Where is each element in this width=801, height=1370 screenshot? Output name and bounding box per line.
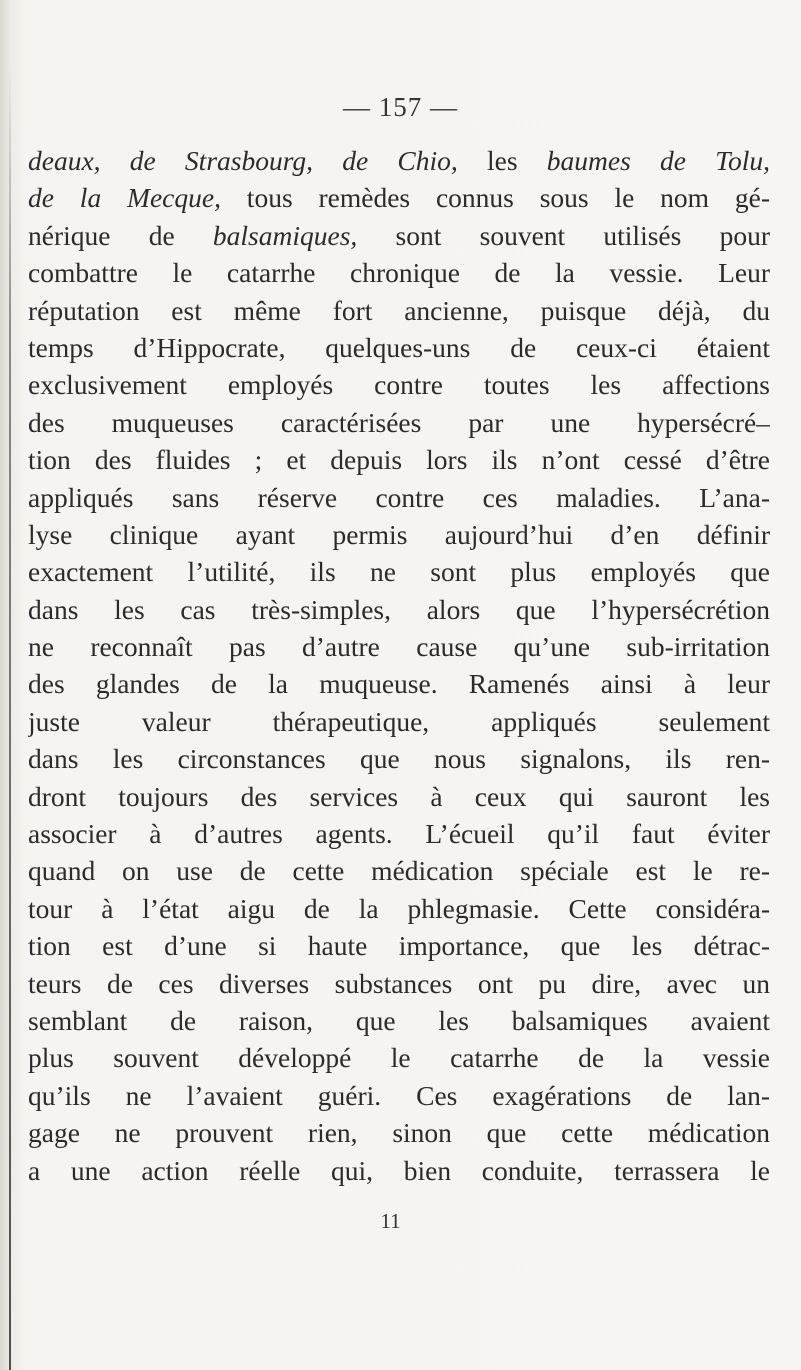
text-segment: tour à l’état aigu de la phlegmasie. Cette considéra-: [28, 892, 770, 924]
signature-mark-text: 11: [380, 1209, 401, 1233]
text-line: [28, 815, 770, 852]
italic-text: de la Mecque,: [28, 182, 221, 214]
binding-gutter: [9, 70, 11, 1370]
text-line: [28, 965, 770, 1002]
text-segment: appliqués sans réserve contre ces maladies. L’ana-: [28, 481, 770, 513]
text-segment: dans les cas très-simples, alors que l’hypersécrétion: [28, 593, 770, 625]
text-line: [28, 778, 770, 815]
text-line: [28, 665, 770, 702]
text-line: [28, 1114, 770, 1151]
text-line: [28, 366, 770, 403]
text-segment: exclusivement employés contre toutes les affections: [28, 369, 770, 401]
text-segment: dans les circonstances que nous signalons, ils ren-: [28, 743, 770, 775]
text-segment: quand on use de cette médication spéciale est le re-: [28, 855, 770, 887]
text-line: [28, 927, 770, 964]
text-line: [28, 591, 770, 628]
text-segment: gage ne prouvent rien, sinon que cette médication: [28, 1117, 770, 1149]
text-segment: dront toujours des services à ceux qui sauront les: [28, 780, 770, 812]
text-segment: a une action réelle qui, bien conduite, terrassera le: [28, 1154, 770, 1186]
text-line: [28, 479, 770, 516]
text-segment: exactement l’utilité, ils ne sont plus employés que: [28, 556, 770, 588]
text-segment: tion est d’une si haute importance, que les détrac-: [28, 930, 770, 962]
text-segment: qu’ils ne l’avaient guéri. Ces exagérations de lan-: [28, 1079, 770, 1111]
text-line: [28, 852, 770, 889]
text-line: [28, 890, 770, 927]
text-segment: temps d’Hippocrate, quelques-uns de ceux-ci étaient: [28, 331, 770, 363]
text-segment: semblant de raison, que les balsamiques avaient: [28, 1004, 770, 1036]
text-segment: teurs de ces diverses substances ont pu dire, avec un: [28, 967, 770, 999]
text-segment: ne reconnaît pas d’autre cause qu’une sub-irritation: [28, 631, 770, 663]
page-number: — 157 —: [343, 92, 458, 122]
body-text: [28, 142, 770, 1189]
text-line: [28, 1002, 770, 1039]
text-segment: combattre le catarrhe chronique de la vessie. Leur: [28, 257, 770, 289]
text-segment: des muqueuses caractérisées par une hypersécré–: [28, 406, 770, 438]
text-line: [28, 628, 770, 665]
text-line: [28, 516, 770, 553]
text-segment: tion des fluides ; et depuis lors ils n’ont cessé d’être: [28, 444, 770, 476]
text-line: [28, 329, 770, 366]
text-line: [28, 217, 770, 254]
text-segment: lyse clinique ayant permis aujourd’hui d’en définir: [28, 518, 770, 550]
text-segment: tous remèdes connus sous le nom gé-: [220, 182, 770, 214]
text-segment: associer à d’autres agents. L’écueil qu’il faut éviter: [28, 818, 770, 850]
text-line: [28, 142, 770, 179]
text-segment: juste valeur thérapeutique, appliqués seulement: [28, 705, 770, 737]
text-line: [28, 292, 770, 329]
text-segment: sont souvent utilisés pour: [357, 219, 770, 251]
text-segment: réputation est même fort ancienne, puisque déjà, du: [28, 294, 770, 326]
text-line: [28, 1039, 770, 1076]
text-segment: les: [457, 145, 547, 176]
italic-text: deaux, de Strasbourg, de Chio,: [28, 145, 458, 176]
text-line: [28, 740, 770, 777]
text-line: [28, 179, 770, 216]
text-line: [28, 1077, 770, 1114]
italic-text: baumes de Tolu,: [546, 145, 770, 176]
text-line: [28, 703, 770, 740]
italic-text: balsamiques,: [212, 219, 358, 251]
text-line: [28, 1152, 770, 1189]
text-line: [28, 254, 770, 291]
text-line: [28, 441, 770, 478]
text-line: [28, 553, 770, 590]
text-segment: nérique de: [28, 219, 213, 251]
signature-mark: [0, 1209, 801, 1234]
text-segment: des glandes de la muqueuse. Ramenés ainsi à leur: [28, 668, 770, 700]
text-line: [28, 404, 770, 441]
text-segment: plus souvent développé le catarrhe de la vessie: [28, 1042, 770, 1074]
